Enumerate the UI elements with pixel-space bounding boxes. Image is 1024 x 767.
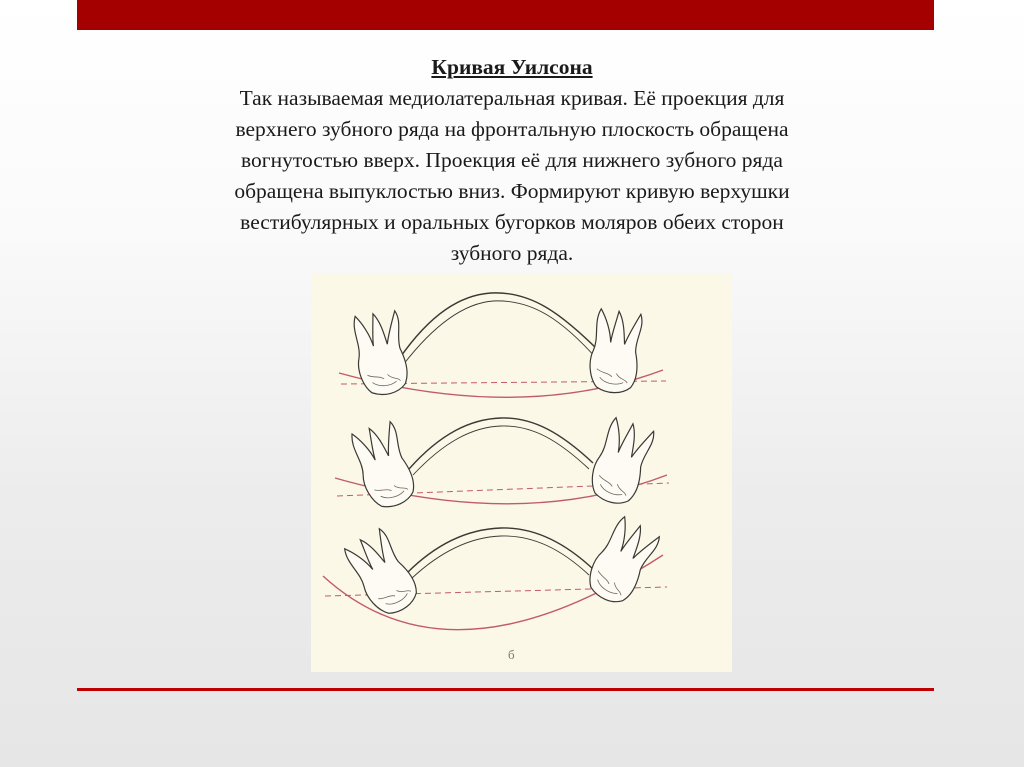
slide-text: [120, 52, 904, 269]
text-line-4: обращена выпуклостью вниз. Формируют кривую верхушки: [234, 179, 790, 203]
text-line-2: верхнего зубного ряда на фронтальную плоскость обращена: [235, 117, 789, 141]
figure-label: б: [508, 647, 515, 662]
curve-set-1: [339, 293, 666, 398]
wilson-curve-illustration: [311, 273, 732, 672]
text-line-6: зубного ряда.: [450, 241, 574, 265]
text-line-1: Так называемая медиолатеральная кривая. Её проекция для: [239, 86, 785, 110]
curve-set-3: [323, 515, 667, 630]
curve-set-2: [335, 416, 669, 512]
top-accent-bar: [77, 0, 934, 30]
text-line-5: вестибулярных и оральных бугорков моляров обеих сторон: [240, 210, 784, 234]
bottom-divider-line: [77, 688, 934, 691]
slide-title: Кривая Уилсона: [431, 55, 593, 79]
text-line-3: вогнутостью вверх. Проекция её для нижнего зубного ряда: [241, 148, 783, 172]
illustration-svg: [311, 273, 732, 672]
